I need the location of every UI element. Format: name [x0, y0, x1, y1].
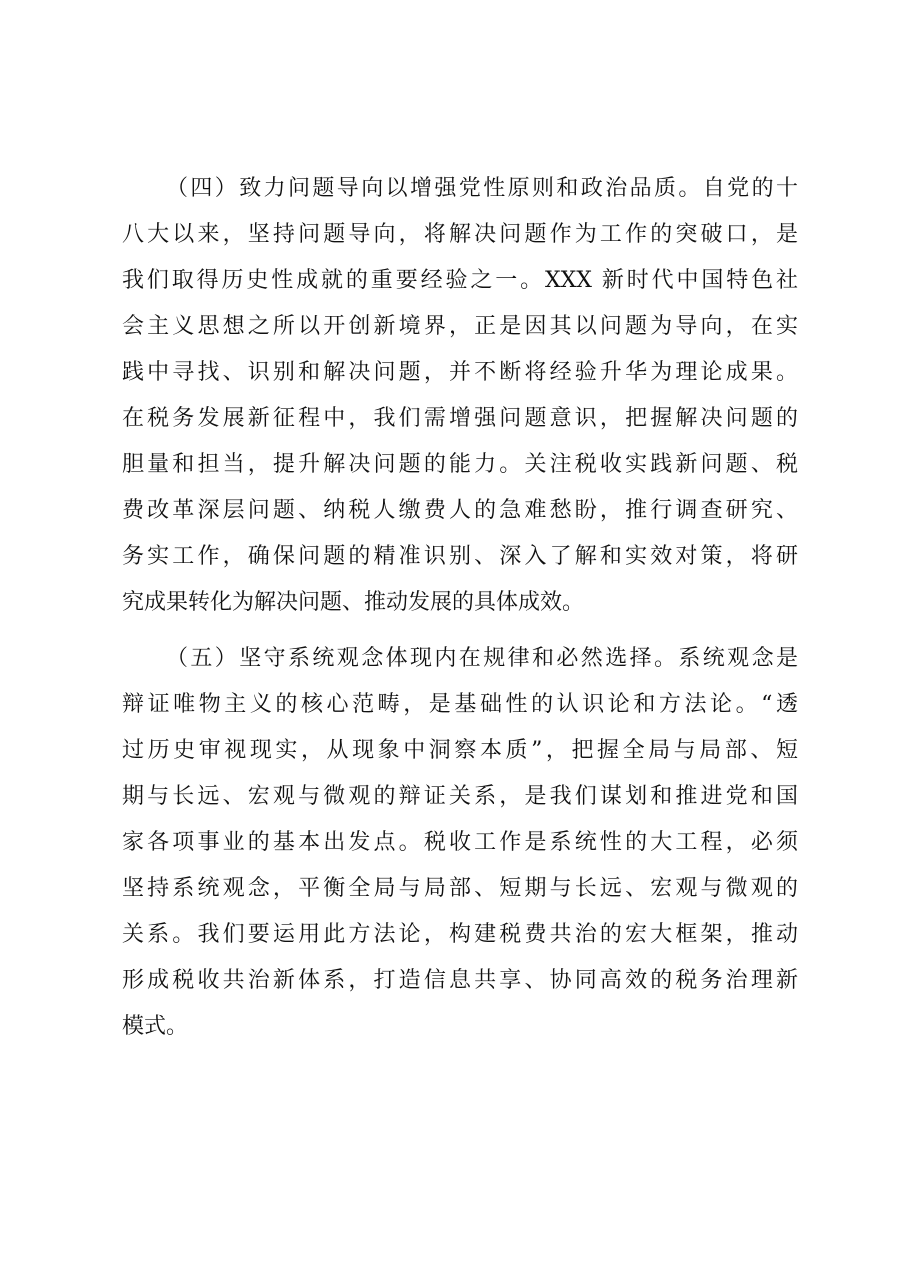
- text-line: 在税务发展新征程中，我们需增强问题意识，把握解决问题的: [122, 406, 798, 431]
- text-line: 我们取得历史性成就的重要经验之一。XXX 新时代中国特色社: [122, 268, 798, 293]
- text-line: 费改革深层问题、纳税人缴费人的急难愁盼，推行调查研究、: [122, 498, 798, 523]
- text-line: 胆量和担当，提升解决问题的能力。关注税收实践新问题、税: [122, 452, 798, 477]
- text-line: 务实工作，确保问题的精准识别、深入了解和实效对策，将研: [122, 544, 798, 569]
- text-line: 模式。: [122, 1014, 189, 1039]
- paragraph-4: [122, 166, 798, 626]
- text-line: 践中寻找、识别和解决问题，并不断将经验升华为理论成果。: [122, 360, 798, 385]
- text-line: 家各项事业的基本出发点。税收工作是系统性的大工程，必须: [122, 830, 798, 855]
- paragraph-5: [122, 636, 798, 1050]
- text-line: 究成果转化为解决问题、推动发展的具体成效。: [122, 590, 585, 615]
- text-line: 形成税收共治新体系，打造信息共享、协同高效的税务治理新: [122, 968, 798, 993]
- text-line: 辩证唯物主义的核心范畴，是基础性的认识论和方法论。“透: [122, 692, 798, 717]
- text-line: 期与长远、宏观与微观的辩证关系，是我们谋划和推进党和国: [122, 784, 798, 809]
- text-line: 关系。我们要运用此方法论，构建税费共治的宏大框架，推动: [122, 922, 798, 947]
- text-line: 坚持系统观念，平衡全局与局部、短期与长远、宏观与微观的: [122, 876, 798, 901]
- document-body: [122, 166, 798, 1050]
- text-line: 八大以来，坚持问题导向，将解决问题作为工作的突破口，是: [122, 222, 798, 247]
- text-line: （四）致力问题导向以增强党性原则和政治品质。自党的十: [166, 176, 798, 201]
- text-line: 过历史审视现实，从现象中洞察本质”，把握全局与局部、短: [122, 738, 798, 763]
- text-line: 会主义思想之所以开创新境界，正是因其以问题为导向，在实: [122, 314, 798, 339]
- text-line: （五）坚守系统观念体现内在规律和必然选择。系统观念是: [166, 646, 798, 671]
